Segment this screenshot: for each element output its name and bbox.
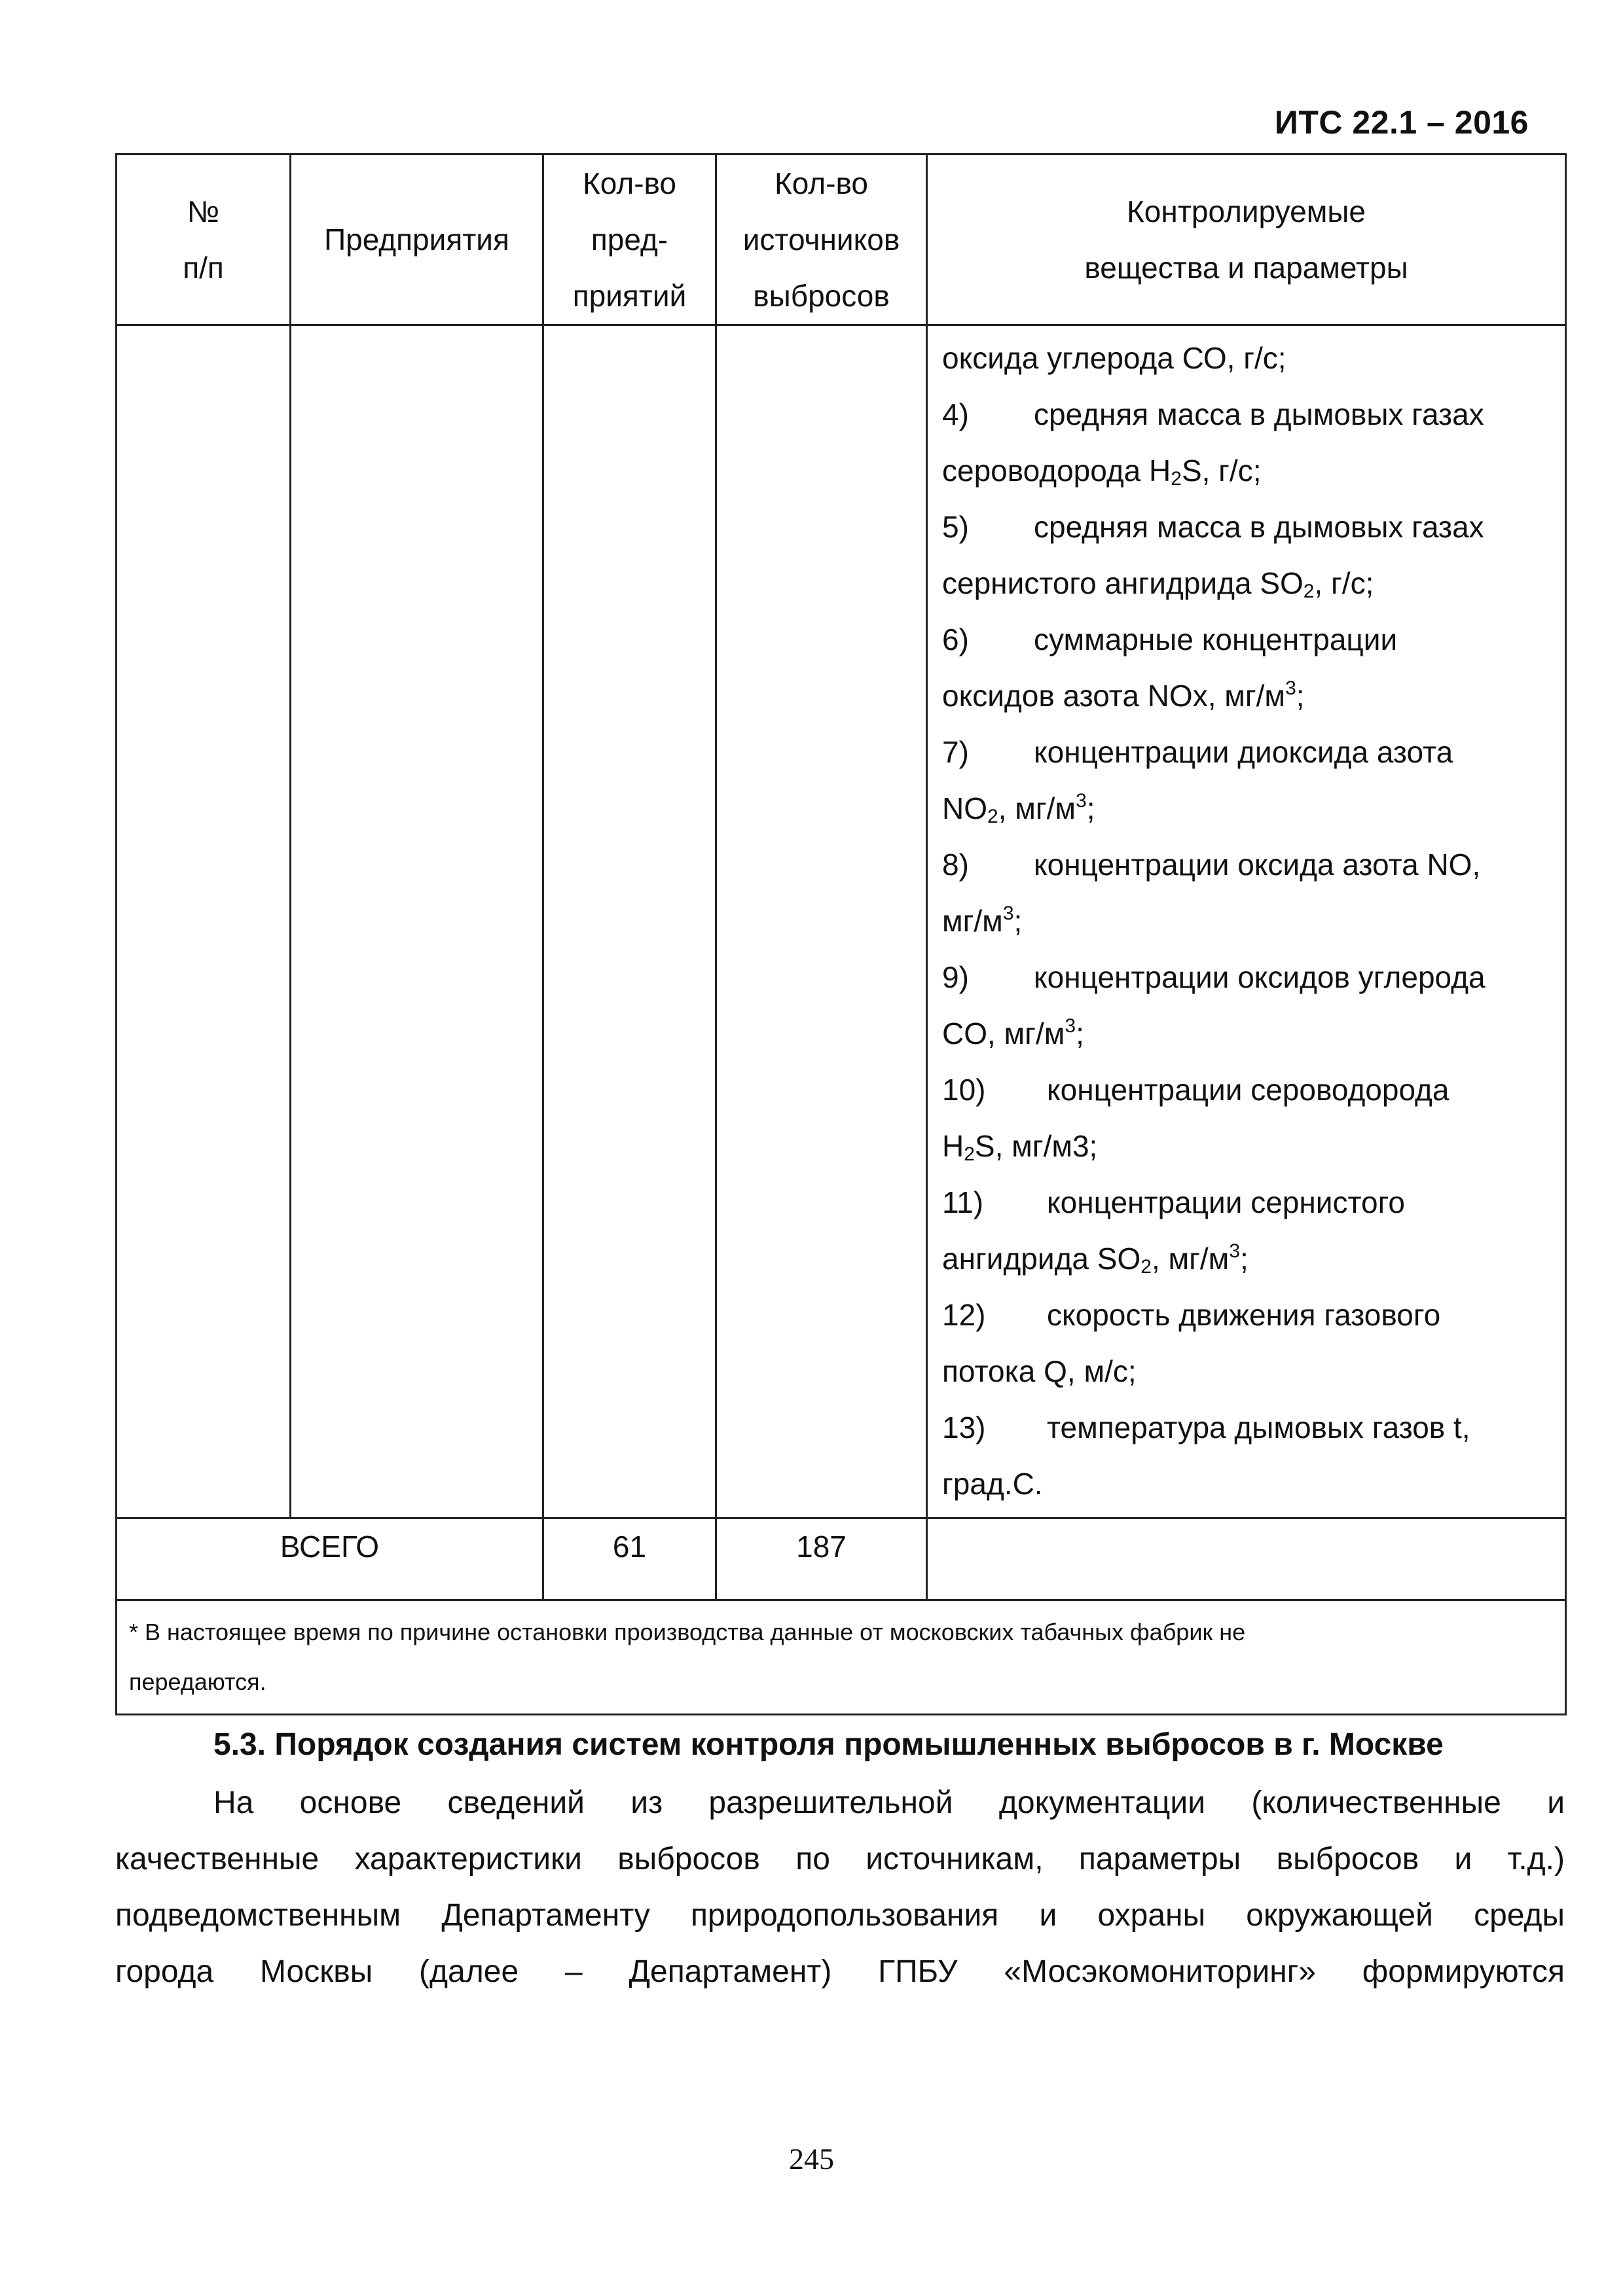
parameter-text-continuation: $H_2S$, мг/м3; bbox=[942, 1129, 1098, 1165]
parameter-number: 6) bbox=[942, 622, 969, 656]
parameter-text: температура дымовых газов t, bbox=[1047, 1410, 1470, 1444]
table-cell-enterprise-count bbox=[543, 325, 716, 1518]
parameter-continuation: оксида углерода СО, г/с; bbox=[942, 341, 1286, 375]
parameter-text-continuation: град.С. bbox=[942, 1467, 1043, 1501]
parameter-text-continuation: сероводорода $H_2S$, г/с; bbox=[942, 454, 1262, 490]
table-footnote bbox=[117, 1600, 1566, 1715]
parameter-items bbox=[942, 386, 1553, 1512]
parameter-text-continuation: CO, $мг/м^3$; bbox=[942, 1015, 1084, 1050]
column-header-source-count: Кол-во источников выбросов bbox=[716, 154, 927, 325]
controlled-parameters-list bbox=[927, 325, 1566, 1518]
parameter-text: концентрации оксидов углерода bbox=[1034, 960, 1486, 994]
footnote-line: * В настоящее время по причине остановки производства данные от московских табачных фабрик не bbox=[129, 1619, 1246, 1645]
parameter-number: 8) bbox=[942, 848, 969, 882]
parameter-text: концентрации оксида азота NO, bbox=[1034, 848, 1481, 882]
parameter-text: концентрации сернистого bbox=[1047, 1185, 1405, 1219]
table-header-row bbox=[117, 154, 1566, 325]
table-cell-number bbox=[117, 325, 291, 1518]
body-line: На основе сведений из разрешительной документации (количественные и bbox=[213, 1785, 1565, 1820]
parameter-text-continuation: $NO_2$, $мг/м^3$; bbox=[942, 790, 1095, 827]
parameter-number: 13) bbox=[942, 1410, 986, 1444]
emissions-table bbox=[115, 153, 1567, 1715]
total-enterprises: 61 bbox=[543, 1518, 716, 1600]
body-line: качественные характеристики выбросов по источникам, параметры выбросов и т.д.) bbox=[115, 1842, 1565, 1876]
table-cell-source-count bbox=[716, 325, 927, 1518]
parameter-item bbox=[942, 386, 1553, 499]
parameter-text: средняя масса в дымовых газах bbox=[1034, 510, 1484, 544]
parameter-item bbox=[942, 499, 1553, 611]
parameter-item bbox=[942, 611, 1553, 724]
parameter-text: средняя масса в дымовых газах bbox=[1034, 397, 1484, 431]
section-body bbox=[115, 1775, 1565, 2000]
parameter-text: концентрации сероводорода bbox=[1047, 1073, 1450, 1107]
parameter-number: 10) bbox=[942, 1073, 986, 1107]
total-label: ВСЕГО bbox=[117, 1518, 543, 1600]
parameter-number: 4) bbox=[942, 397, 969, 431]
column-header-number: № п/п bbox=[117, 154, 291, 325]
parameter-item bbox=[942, 724, 1553, 836]
parameter-number: 9) bbox=[942, 960, 969, 994]
parameter-item bbox=[942, 1174, 1553, 1287]
parameter-text: концентрации диоксида азота bbox=[1034, 735, 1453, 769]
parameter-text-continuation: оксидов азота NOx, $мг/м^3$; bbox=[942, 677, 1305, 713]
column-header-enterprise-count: Кол-во пред- приятий bbox=[543, 154, 716, 325]
parameter-text-continuation: потока Q, м/с; bbox=[942, 1354, 1137, 1388]
parameter-number: 11) bbox=[942, 1185, 984, 1219]
column-header-enterprises: Предприятия bbox=[291, 154, 543, 325]
parameter-item bbox=[942, 836, 1553, 949]
table-cell-enterprise bbox=[291, 325, 543, 1518]
total-sources: 187 bbox=[716, 1518, 927, 1600]
page-number: 245 bbox=[789, 2142, 834, 2176]
document-code-header: ИТС 22.1 – 2016 bbox=[1274, 104, 1529, 141]
parameter-item bbox=[942, 949, 1553, 1062]
total-controlled bbox=[927, 1518, 1566, 1600]
parameter-text: суммарные концентрации bbox=[1034, 622, 1398, 656]
parameter-number: 5) bbox=[942, 510, 969, 544]
parameter-item bbox=[942, 1287, 1553, 1399]
total-row bbox=[117, 1518, 1566, 1600]
footnote-line: передаются. bbox=[129, 1668, 266, 1695]
column-header-controlled-parameters: Контролируемые вещества и параметры bbox=[927, 154, 1566, 325]
footnote-row bbox=[117, 1600, 1566, 1715]
section-title: 5.3. Порядок создания систем контроля промышленных выбросов в г. Москве bbox=[213, 1727, 1444, 1762]
parameter-text-continuation: ангидрида $SO_2$, $мг/м^3$; bbox=[942, 1240, 1249, 1278]
parameter-number: 7) bbox=[942, 735, 969, 769]
table-row bbox=[117, 325, 1566, 1518]
body-line: города Москвы (далее – Департамент) ГПБУ «Мосэкомониторинг» формируются bbox=[115, 1954, 1565, 1989]
parameter-item bbox=[942, 1062, 1553, 1174]
parameter-text-continuation: $мг/м^3$; bbox=[942, 903, 1023, 938]
parameter-text: скорость движения газового bbox=[1047, 1298, 1441, 1332]
parameter-item bbox=[942, 1399, 1553, 1512]
parameter-text-continuation: сернистого ангидрида $SO_2$, г/с; bbox=[942, 566, 1374, 602]
parameter-number: 12) bbox=[942, 1298, 986, 1332]
body-line: подведомственным Департаменту природопользования и охраны окружающей среды bbox=[115, 1898, 1565, 1933]
